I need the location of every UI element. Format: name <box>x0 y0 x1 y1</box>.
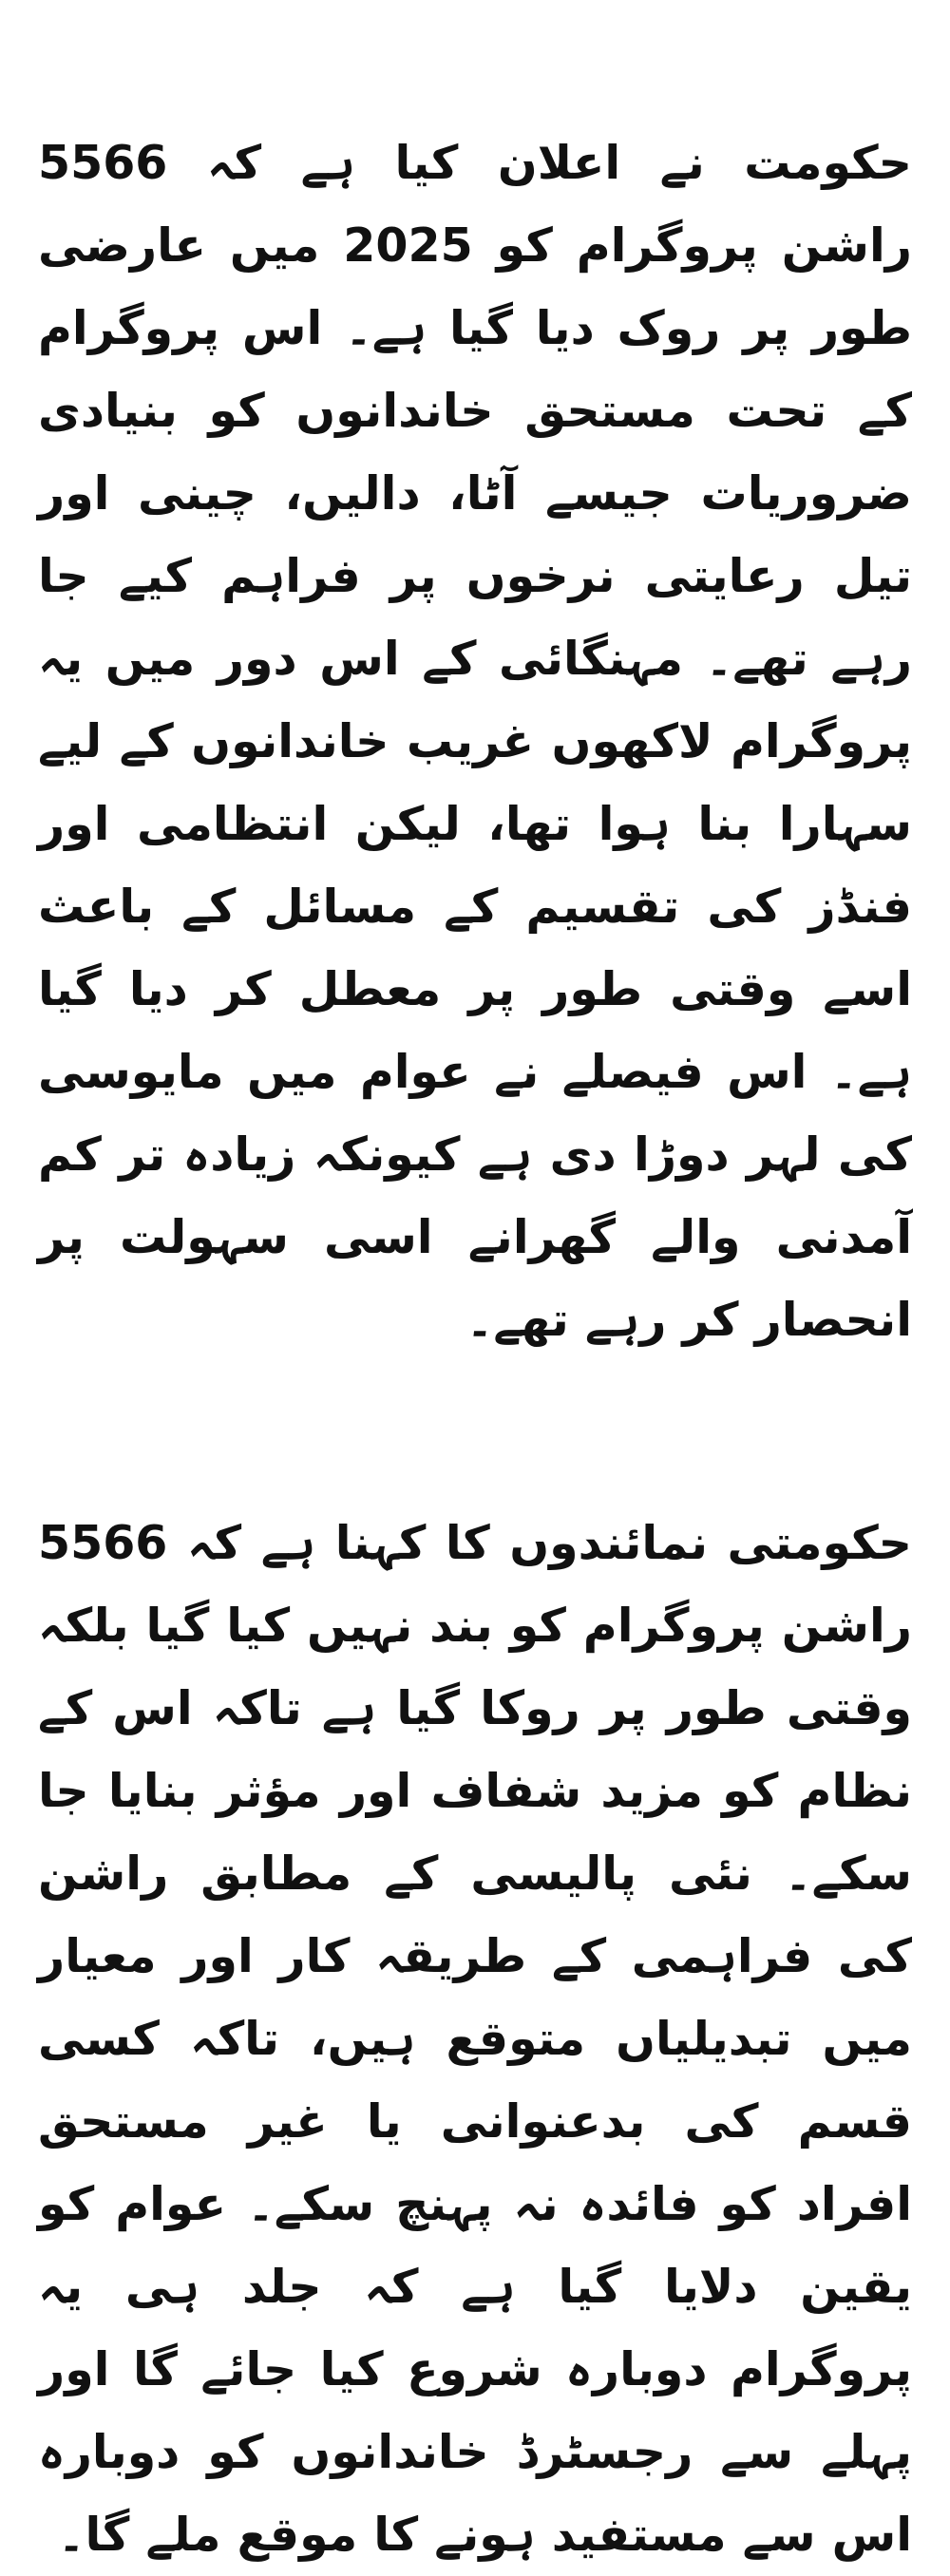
article-paragraph: حکومتی نمائندوں کا کہنا ہے کہ 5566 راشن پروگرام کو بند نہیں کیا گیا بلکہ وقتی طور پر روکا گیا ہے تاکہ اس کے نظام کو مزید شفاف اور مؤثر بنایا جا سکے۔ نئی پالیسی کے مطابق راشن کی فراہمی کے طریقہ کار اور معیار میں تبدیلیاں متوقع ہیں، تاکہ کسی قسم کی بدعنوانی یا غیر مستحق افراد کو فائدہ نہ پہنچ سکے۔ عوام کو یقین دلایا گیا ہے کہ جلد ہی یہ پروگرام دوبارہ شروع کیا جائے گا اور پہلے سے رجسٹرڈ خاندانوں کو دوبارہ اس سے مستفید ہونے کا موقع ملے گا۔ <box>38 1516 912 2562</box>
article-paragraph: حکومت نے اعلان کیا ہے کہ 5566 راشن پروگرام کو 2025 میں عارضی طور پر روک دیا گیا ہے۔ اس پروگرام کے تحت مستحق خاندانوں کو بنیادی ضروریات جیسے آٹا، دالیں، چینی اور تیل رعایتی نرخوں پر فراہم کیے جا رہے تھے۔ مہنگائی کے اس دور میں یہ پروگرام لاکھوں غریب خاندانوں کے لیے سہارا بنا ہوا تھا، لیکن انتظامی اور فنڈز کی تقسیم کے مسائل کے باعث اسے وقتی طور پر معطل کر دیا گیا ہے۔ اس فیصلے نے عوام میں مایوسی کی لہر دوڑا دی ہے کیونکہ زیادہ تر کم آمدنی والے گھرانے اسی سہولت پر انحصار کر رہے تھے۔ <box>38 136 912 1347</box>
